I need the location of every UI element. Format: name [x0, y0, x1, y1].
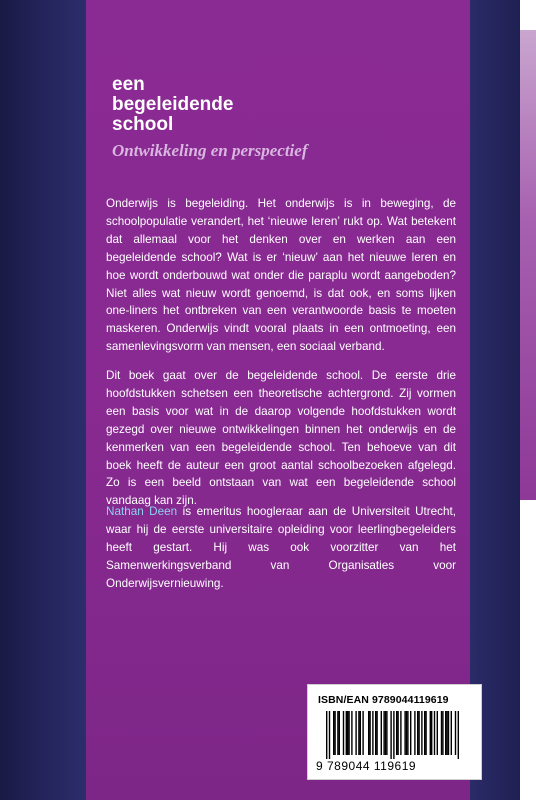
author-bio-text: is emeritus hoogleraar aan de Universiteit Utrecht, waar hij de eerste universitaire opleiding voor leerlingbegeleiders heeft gestart. Hij was ook voorzitter van het Samenwerkingsverband van Organisaties voor Onderwijsvernieuwing.: [106, 505, 456, 590]
barcode-bar: [434, 711, 435, 755]
book-title: [112, 75, 233, 135]
barcode-bar: [431, 711, 432, 755]
barcode-bar: [414, 711, 415, 755]
barcode-bar: [451, 711, 452, 755]
blurb-paragraph-2: Dit boek gaat over de begeleidende school. De eerste drie hoofdstukken schetsen een theoretische achtergrond. Zij vormen een basis voor wat in de daarop volgende hoofdstukken wordt gezegd over nieuwe ontwikkelingen binnen het onderwijs en de kenmerken van een begeleidende school. Ten behoeve van dit boek heeft de auteur een groot aantal schoolbezoeken afgelegd. Zo is een beeld ontstaan van wat een begeleidende school vandaag kan zijn.: [106, 369, 456, 508]
barcode-bar: [458, 711, 459, 759]
barcode-bar: [390, 711, 391, 759]
barcode-bar: [383, 711, 384, 755]
barcode-bar: [343, 711, 344, 755]
barcode-bar: [425, 711, 426, 755]
barcode-bar: [348, 711, 349, 755]
barcode-bar: [455, 711, 456, 755]
barcode-bar: [360, 711, 361, 755]
author-bio: [106, 503, 456, 593]
right-navy-band: [470, 0, 520, 800]
barcode-bar: [372, 711, 373, 755]
barcode-graphic: [326, 711, 464, 759]
title-line-3: school: [112, 114, 174, 135]
barcode-bar: [445, 711, 446, 755]
barcode-bar: [406, 711, 407, 755]
barcode-bar: [386, 711, 387, 755]
title-line-1: een: [112, 74, 145, 95]
barcode-bar: [358, 711, 359, 755]
barcode-bar: [446, 711, 447, 755]
barcode-bar: [417, 711, 418, 755]
barcode-bar: [441, 711, 442, 755]
barcode-bar: [437, 711, 438, 755]
barcode-bar: [337, 711, 338, 755]
barcode-bar: [407, 711, 408, 755]
barcode-bar: [362, 711, 363, 755]
barcode-bar: [351, 711, 352, 755]
barcode-bar: [397, 711, 398, 755]
barcode-bar: [347, 711, 348, 755]
barcode-bar: [410, 711, 411, 755]
barcode-bar: [326, 711, 327, 759]
barcode-bar: [424, 711, 425, 755]
spine-purple-strip: [520, 30, 536, 500]
barcode-bar: [385, 711, 386, 755]
barcode-bar: [333, 711, 334, 755]
barcode-bar: [418, 711, 419, 755]
barcode-bar: [421, 711, 422, 755]
isbn-barcode-label: [307, 684, 482, 780]
barcode-bar: [393, 711, 394, 759]
barcode-bar: [376, 711, 377, 755]
isbn-text: ISBN/EAN 9789044119619: [318, 694, 449, 706]
barcode-bar: [334, 711, 335, 755]
barcode-bar: [442, 711, 443, 755]
barcode-bar: [329, 711, 330, 759]
barcode-bar: [369, 711, 370, 755]
left-navy-band: [0, 0, 86, 800]
barcode-bar: [448, 711, 449, 755]
barcode-bar: [381, 711, 382, 755]
barcode-bar: [368, 711, 369, 755]
title-line-2: begeleidende: [112, 94, 234, 115]
barcode-bar: [400, 711, 401, 755]
blurb-paragraph-1: Onderwijs is begeleiding. Het onderwijs is in beweging, de schoolpopulatie verandert, het ‘nieuwe leren’ rukt op. Wat betekent dat allemaal voor het denken over en werken aan een begeleidende school? Wat is er ‘nieuw’ aan het nieuwe leren en hoe wordt onderbouwd wat onder die paraplu wordt aangeboden? Niet alles wat nieuw wordt genoemd, is dat ook, en soms lijken one-liners het ontbreken van een verantwoorde basis te moeten maskeren. Onderwijs vindt vooral plaats in een ontmoeting, een samenlevingsvorm van mensen, een sociaal verband.: [106, 197, 456, 354]
author-name: Nathan Deen: [106, 505, 178, 518]
barcode-bar: [396, 711, 397, 755]
barcode-digits: 9 789044 119619: [316, 759, 417, 773]
barcode-bar: [404, 711, 405, 755]
barcode-bar: [346, 711, 347, 755]
book-subtitle: Ontwikkeling en perspectief: [112, 141, 308, 160]
barcode-bar: [375, 711, 376, 755]
barcode-bar: [339, 711, 340, 755]
barcode-bar: [355, 711, 356, 755]
barcode-bar: [430, 711, 431, 755]
